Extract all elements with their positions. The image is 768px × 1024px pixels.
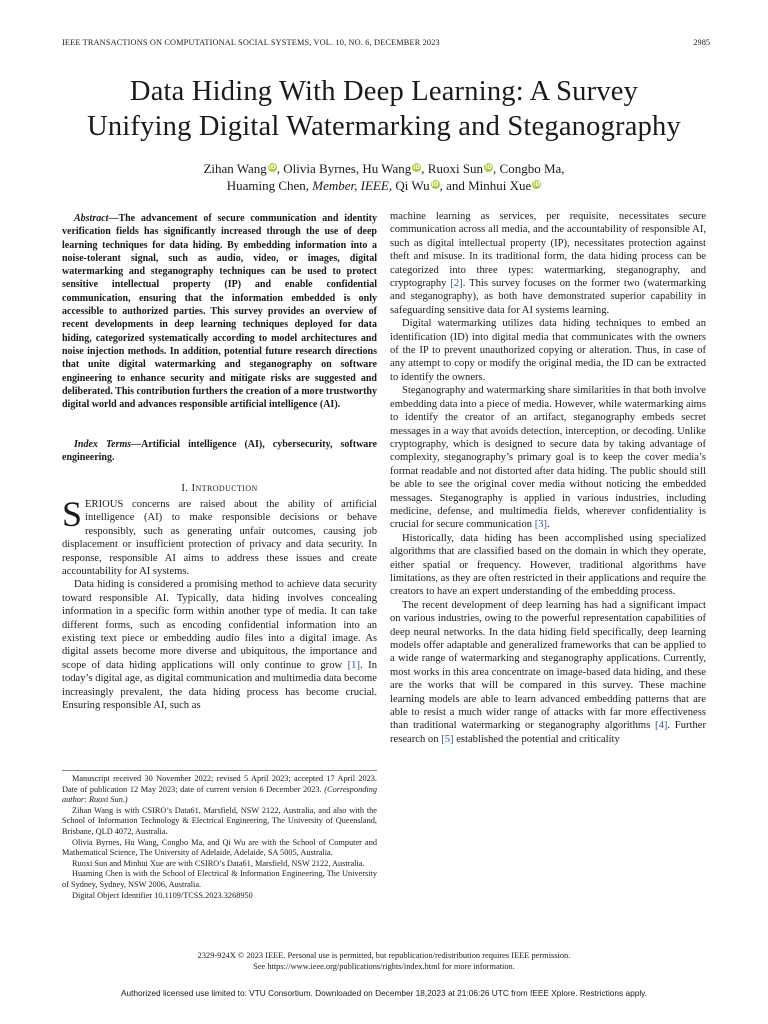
footnote-affiliation: Zihan Wang is with CSIRO’s Data61, Marsfield, NSW 2122, Australia, and also with the School of Information Technology & Electrical Engineering, The University of Queensland, Brisbane, QLD 4072, Australia. xyxy=(62,805,377,836)
section-number: I. xyxy=(181,482,192,494)
author-name: , Ruoxi Sun xyxy=(421,161,484,176)
intro-paragraph-2: Data hiding is considered a promising method to achieve data security toward responsible AI. Typically, data hiding involves concealing information in a specific form within another type of media. It can take different forms, such as encoding confidential information into an existing text piece or embedding audio files into a digital image. As digital assets become more diverse and ubiquitous, the importance and scope of data hiding applications will only continue to grow xyxy=(62,579,377,671)
copyright-notice xyxy=(40,950,728,972)
license-notice: Authorized licensed use limited to: VTU Consortium. Downloaded on December 18,2023 at 21:06:26 UTC from IEEE Xplore. Restrictions apply. xyxy=(120,988,648,998)
index-terms-text: Artificial intelligence (AI), cybersecurity, software engineering. xyxy=(62,439,377,464)
right-paragraph-5: The recent development of deep learning has had a significant impact on various industries, owing to the powerful representation capabilities of deep neural networks. In the data hiding field specifically, deep learning models offer adaptable and generalized frameworks that can be applied to a wide range of watermarking and steganography applications. Currently, most works in this area concentrate on image-based data hiding, and these are the works that will be compared in this survey. These machine learning models are able to learn advanced embedding patterns that are able to resist a much wider range of attacks with far more effectiveness than traditional watermarking or steganography algorithms xyxy=(390,599,706,732)
orcid-icon[interactable]: iD xyxy=(533,181,541,188)
right-paragraph-4: Historically, data hiding has been accomplished using specialized algorithms that are classified based on the domain in which they operate, either spatial or frequency. However, traditional algorithms have limitations, as they are often restricted in their applications and require the creators to have an expert understanding of the embedding process. xyxy=(390,532,706,598)
footnotes xyxy=(62,770,377,901)
citation-link[interactable]: [5] xyxy=(441,733,454,745)
abstract xyxy=(62,212,377,411)
right-paragraph-1-cont: . This survey focuses on the former two (watermarking and steganography), as both have demonstrated superior capability in safeguarding sensitive data for AI systems learning. xyxy=(390,278,706,316)
footnote-manuscript: Manuscript received 30 November 2022; revised 5 April 2023; accepted 17 April 2023. Date of publication 12 May 2023; date of current version 6 December 2023. xyxy=(62,774,377,794)
index-terms-label: Index Terms— xyxy=(74,439,142,450)
orcid-icon[interactable]: iD xyxy=(268,164,276,171)
right-paragraph-5-cont: . Further research on xyxy=(390,720,706,745)
section-title: Introduction xyxy=(191,482,258,494)
right-paragraph-3-cont: . xyxy=(547,519,550,531)
abstract-text: The advancement of secure communication and identity verification fields has significantly increased through the use of deep learning techniques for data hiding. By embedding information into a noise-tolerant signal, such as audio, video, or images, digital watermarking and steganography techniques can be used to protect sensitive intellectual property (IP) and enable confidential communication, ensuring that the information embedded is only accessible to authorized parties. This survey provides an overview of recent developments in deep learning techniques deployed for data hiding, categorized systematically according to model architectures and noise injection methods. In addition, potential future research directions that unite digital watermarking and steganography on software engineering to enhance security and mitigate risks are suggested and deliberated. This contribution furthers the creation of a more trustworthy digital world and advances responsible artificial intelligence (AI). xyxy=(62,213,377,411)
paper-title-line-1: Data Hiding With Deep Learning: A Survey xyxy=(129,76,639,107)
journal-header: IEEE TRANSACTIONS ON COMPUTATIONAL SOCIAL SYSTEMS, VOL. 10, NO. 6, DECEMBER 2023 xyxy=(62,38,440,47)
section-heading xyxy=(62,482,377,494)
author-membership: Member, IEEE xyxy=(312,178,389,193)
author-name: Huaming Chen, xyxy=(226,178,313,193)
author-name: Zihan Wang xyxy=(203,161,267,176)
copyright-line-2: See https://www.ieee.org/publications/rights/index.html for more information. xyxy=(253,962,515,971)
footnote-affiliation: Olivia Byrnes, Hu Wang, Congbo Ma, and Qi Wu are with the School of Computer and Mathematical Science, The University of Adelaide, Adelaide, SA 5005, Australia. xyxy=(62,837,377,858)
author-line-1 xyxy=(40,160,728,178)
intro-paragraph-1: ERIOUS concerns are raised about the ability of artificial intelligence (AI) to make responsible decisions or behave responsibly, such as generating unfair outcomes, causing job displacement or insufficient protection of privacy and data security. In response, responsible AI aims to address these issues and create accountability for AI systems. xyxy=(62,499,377,578)
drop-cap: S xyxy=(62,494,83,534)
right-paragraph-5-end: established the potential and criticality xyxy=(453,733,620,745)
right-paragraph-2: Digital watermarking utilizes data hiding techniques to embed an identification (ID) into digital media that communicates with the owners of the IP to prevent unauthorized copying or alteration. Thus, in case of any attempt to copy or modify the original media, the ID can be extracted to identify the owners. xyxy=(390,318,706,383)
right-paragraph-1: machine learning as services, per requisite, necessitates secure communication across all media, and the accountability of responsible AI, such as digital intellectual property (IP), necessitates protection against theft and misuse. In its traditional form, the data hiding process can be categorized into three types: watermarking, steganography, and cryptography xyxy=(390,211,706,290)
index-terms xyxy=(62,438,377,465)
author-name: , Congbo Ma, xyxy=(493,161,565,176)
citation-link[interactable]: [2] xyxy=(450,278,463,290)
paper-title-line-2: Unifying Digital Watermarking and Steganography xyxy=(87,111,681,142)
right-paragraph-3: Steganography and watermarking share similarities in that both involve embedding data into a piece of media. However, while watermarking aims to identify the creator of an artifact, steganography embeds secret messages in a way that avoids detection, interception, or decoding. Unlike cryptography, which is designed to secure data by taking advantage of complexity, steganography’s primary goal is to keep the cover media’s format readable and not distorted after data hiding. The public should still be able to see the original cover media without noticing the embedded messages. Steganography is applied in various industries, including medicine, defense, and multimedia fields, wherever confidentiality is crucial for secure communication xyxy=(390,385,706,531)
citation-link[interactable]: [1] xyxy=(347,659,361,671)
copyright-line-1: 2329-924X © 2023 IEEE. Personal use is permitted, but republication/redistribution requires IEEE permission. xyxy=(197,951,571,960)
footnote-corresponding: (Corresponding author: Ruoxi Sun.) xyxy=(62,784,377,805)
right-column-body xyxy=(390,210,706,746)
orcid-icon[interactable]: iD xyxy=(431,181,439,188)
author-name: , and Minhui Xue xyxy=(439,178,532,193)
footnote-affiliation: Ruoxi Sun and Minhui Xue are with CSIRO’s Data61, Marsfield, NSW 2122, Australia. xyxy=(72,858,365,868)
author-line-2 xyxy=(40,177,728,195)
footnote-doi: Digital Object Identifier 10.1109/TCSS.2023.3268950 xyxy=(72,890,253,900)
citation-link[interactable]: [4] xyxy=(655,720,668,732)
author-name: , Olivia Byrnes, Hu Wang xyxy=(276,161,412,176)
page-number: 2985 xyxy=(693,38,710,47)
orcid-icon[interactable]: iD xyxy=(413,164,421,171)
citation-link[interactable]: [3] xyxy=(534,519,548,531)
orcid-icon[interactable]: iD xyxy=(485,164,493,171)
author-name: , Qi Wu xyxy=(388,178,430,193)
intro-paragraph-2-cont: . In today’s digital age, as digital communication and multimedia data become increasingly prevalent, the data hiding process has become crucial. Ensuring responsible AI, such as xyxy=(62,659,377,712)
abstract-label: Abstract— xyxy=(74,213,119,224)
introduction-body xyxy=(62,494,377,713)
footnote-affiliation: Huaming Chen is with the School of Electrical & Information Engineering, The University of Sydney, Sydney, NSW 2006, Australia. xyxy=(62,869,377,889)
